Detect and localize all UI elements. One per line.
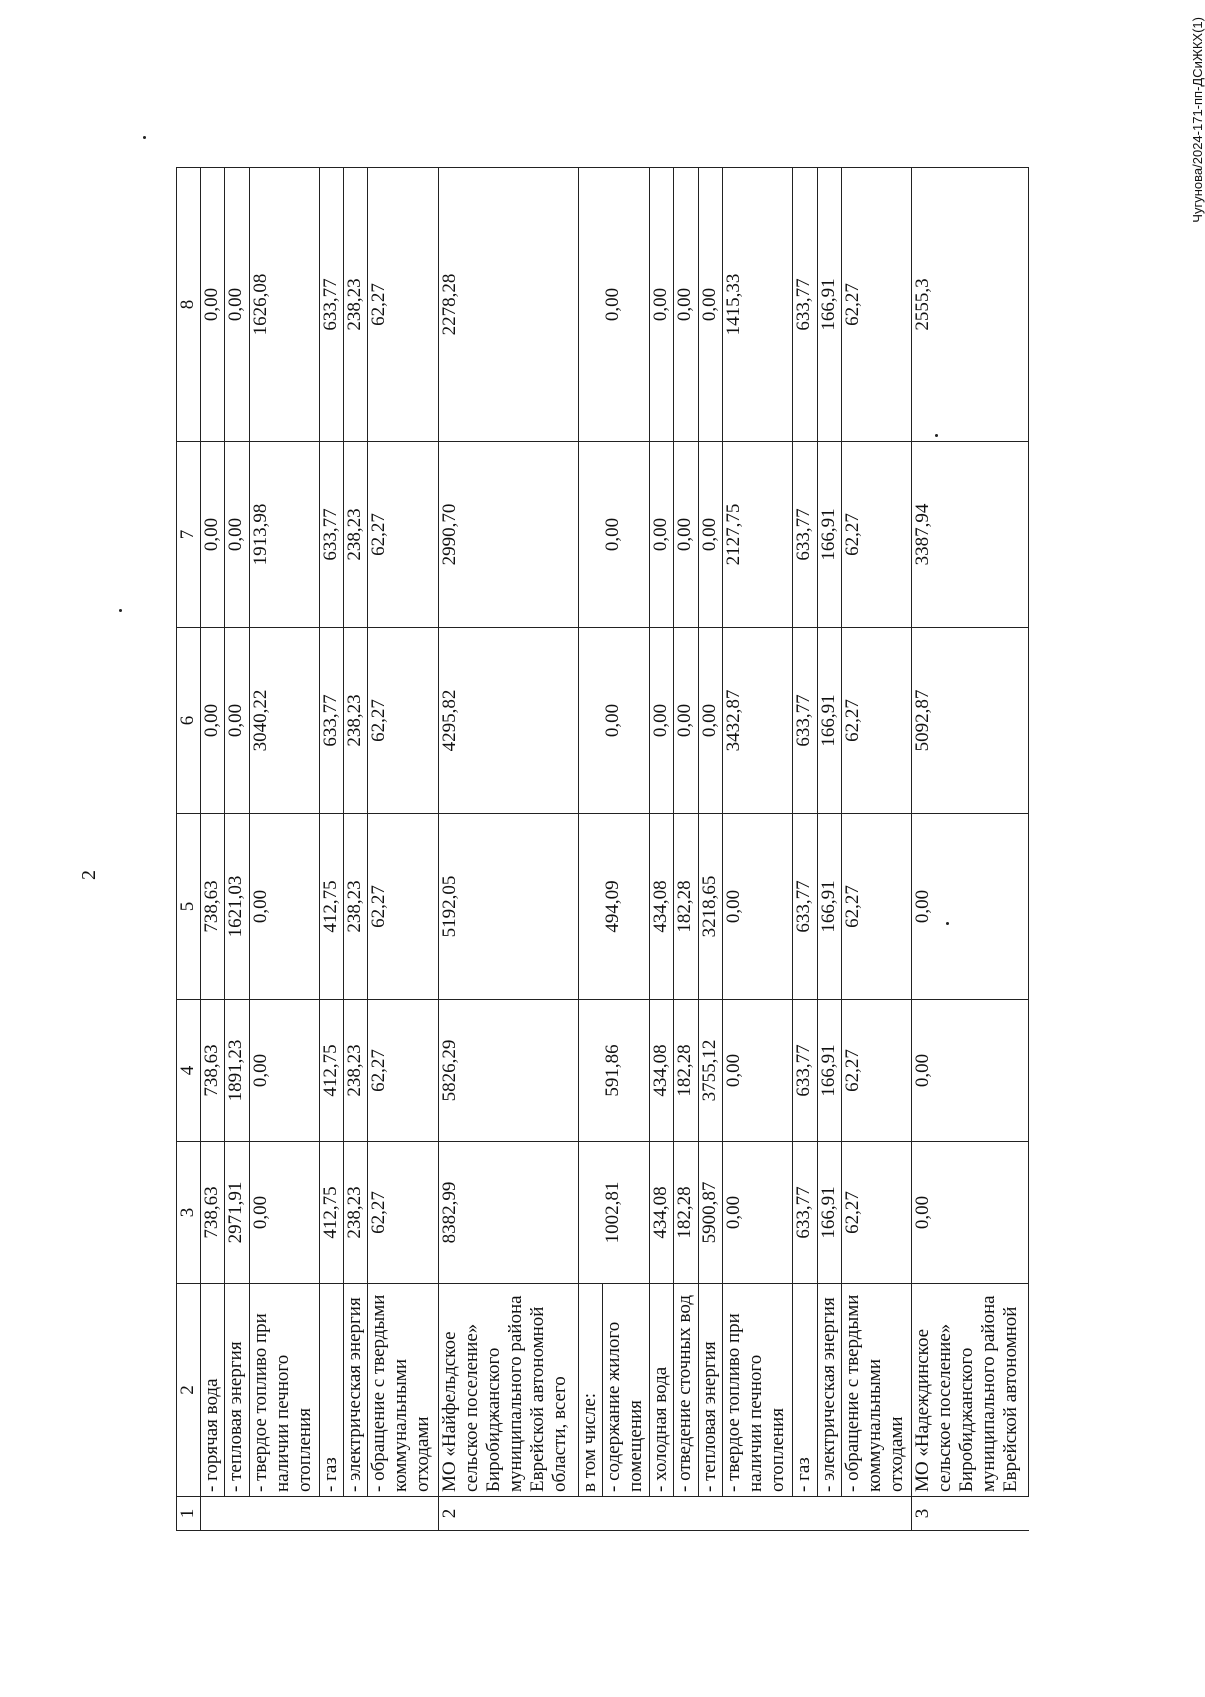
value-cell: 3755,12: [698, 1000, 722, 1142]
value-cell: 166,91: [817, 1000, 841, 1142]
value-cell: 0,00: [602, 628, 649, 814]
value-cell: 0,00: [912, 814, 1029, 1000]
value-cell: [578, 1142, 602, 1284]
table-body: [177, 168, 1029, 1531]
value-cell: 633,77: [793, 442, 817, 628]
value-cell: 166,91: [817, 442, 841, 628]
table-row: [650, 168, 674, 1531]
value-cell: 633,77: [793, 814, 817, 1000]
value-cell: 0,00: [722, 1000, 792, 1142]
value-cell: 5192,05: [438, 814, 578, 1000]
row-label: - отведение сточных вод: [674, 1284, 698, 1497]
row-label: - тепловая энергия: [698, 1284, 722, 1497]
value-cell: 738,63: [201, 1000, 225, 1142]
table-row: [674, 168, 698, 1531]
value-cell: 2990,70: [438, 442, 578, 628]
value-cell: 3387,94: [912, 442, 1029, 628]
value-cell: 633,77: [793, 628, 817, 814]
row-label: - тепловая энергия: [225, 1284, 249, 1497]
value-cell: 238,23: [344, 814, 368, 1000]
column-number: 8: [177, 168, 201, 442]
value-cell: [578, 168, 602, 442]
table-row: [912, 168, 1029, 1531]
column-number: 6: [177, 628, 201, 814]
row-number: [674, 1497, 698, 1531]
value-cell: 238,23: [344, 442, 368, 628]
value-cell: 0,00: [912, 1000, 1029, 1142]
value-cell: 1913,98: [249, 442, 319, 628]
table-row: [368, 168, 438, 1531]
value-cell: 0,00: [602, 442, 649, 628]
row-label: - твердое топливо при наличии печного отопления: [722, 1284, 792, 1497]
value-cell: 0,00: [602, 168, 649, 442]
value-cell: 0,00: [698, 168, 722, 442]
row-label: - горячая вода: [201, 1284, 225, 1497]
value-cell: 5826,29: [438, 1000, 578, 1142]
value-cell: 633,77: [793, 1000, 817, 1142]
value-cell: 2555,3: [912, 168, 1029, 442]
column-number: 5: [177, 814, 201, 1000]
value-cell: 412,75: [320, 1000, 344, 1142]
value-cell: 1415,33: [722, 168, 792, 442]
row-label: - твердое топливо при наличии печного отопления: [249, 1284, 319, 1497]
value-cell: 0,00: [201, 628, 225, 814]
value-cell: 0,00: [201, 168, 225, 442]
table-row: [793, 168, 817, 1531]
value-cell: 434,08: [650, 1142, 674, 1284]
document-code: Чугунова/2024-171-пп-ДСиЖКХ(1): [1190, 17, 1205, 223]
value-cell: 591,86: [602, 1000, 649, 1142]
value-cell: 0,00: [650, 168, 674, 442]
value-cell: 0,00: [249, 814, 319, 1000]
value-cell: 62,27: [841, 628, 911, 814]
column-number: 2: [177, 1284, 201, 1497]
value-cell: 8382,99: [438, 1142, 578, 1284]
column-number: 7: [177, 442, 201, 628]
value-cell: 0,00: [650, 442, 674, 628]
value-cell: 182,28: [674, 814, 698, 1000]
value-cell: 0,00: [225, 168, 249, 442]
value-cell: 238,23: [344, 168, 368, 442]
value-cell: 3218,65: [698, 814, 722, 1000]
table-row: [201, 168, 225, 1531]
value-cell: 2971,91: [225, 1142, 249, 1284]
table-row: [817, 168, 841, 1531]
value-cell: 0,00: [249, 1142, 319, 1284]
value-cell: 412,75: [320, 814, 344, 1000]
row-number: [698, 1497, 722, 1531]
value-cell: 62,27: [368, 814, 438, 1000]
page-number: 2: [78, 870, 100, 880]
value-cell: 1621,03: [225, 814, 249, 1000]
table-row: [320, 168, 344, 1531]
value-cell: 412,75: [320, 1142, 344, 1284]
row-number: 2: [438, 1497, 578, 1531]
value-cell: 166,91: [817, 1142, 841, 1284]
value-cell: 166,91: [817, 814, 841, 1000]
table-row: [344, 168, 368, 1531]
value-cell: 633,77: [320, 442, 344, 628]
value-cell: 1626,08: [249, 168, 319, 442]
value-cell: 738,63: [201, 1142, 225, 1284]
value-cell: 434,08: [650, 1000, 674, 1142]
value-cell: 633,77: [320, 628, 344, 814]
row-number: [320, 1497, 344, 1531]
row-number: 3: [912, 1497, 1029, 1531]
value-cell: 62,27: [368, 1142, 438, 1284]
value-cell: 62,27: [368, 628, 438, 814]
value-cell: 0,00: [249, 1000, 319, 1142]
value-cell: 738,63: [201, 814, 225, 1000]
value-cell: 2278,28: [438, 168, 578, 442]
row-label: МО «Надеждинское сельское поселение» Биробиджанского муниципального района Еврейской автономной: [912, 1284, 1029, 1497]
value-cell: 633,77: [793, 1142, 817, 1284]
value-cell: 0,00: [722, 1142, 792, 1284]
value-cell: 62,27: [841, 168, 911, 442]
value-cell: 5900,87: [698, 1142, 722, 1284]
value-cell: 62,27: [368, 442, 438, 628]
row-label: - холодная вода: [650, 1284, 674, 1497]
column-number: 1: [177, 1497, 201, 1531]
row-label: в том числе:: [578, 1284, 602, 1497]
table-row: [438, 168, 578, 1531]
scan-speck: [946, 922, 949, 925]
column-number: 3: [177, 1142, 201, 1284]
row-number: [793, 1497, 817, 1531]
value-cell: 0,00: [650, 628, 674, 814]
value-cell: 62,27: [841, 442, 911, 628]
value-cell: 0,00: [674, 168, 698, 442]
table-row: [841, 168, 911, 1531]
value-cell: 166,91: [817, 168, 841, 442]
scan-speck: [143, 136, 146, 139]
table-row: [722, 168, 792, 1531]
scan-speck: [119, 609, 122, 612]
value-cell: [578, 814, 602, 1000]
row-number: [841, 1497, 911, 1531]
value-cell: 3040,22: [249, 628, 319, 814]
value-cell: 182,28: [674, 1000, 698, 1142]
scan-speck: [935, 434, 938, 437]
table-row: [225, 168, 249, 1531]
row-label: - газ: [793, 1284, 817, 1497]
value-cell: 0,00: [912, 1142, 1029, 1284]
value-cell: 494,09: [602, 814, 649, 1000]
row-label: - обращение с твердыми коммунальными отходами: [368, 1284, 438, 1497]
row-number: [201, 1497, 225, 1531]
row-label: - электрическая энергия: [817, 1284, 841, 1497]
row-number: [817, 1497, 841, 1531]
row-number: [344, 1497, 368, 1531]
value-cell: [578, 628, 602, 814]
row-number: [722, 1497, 792, 1531]
row-number: [650, 1497, 674, 1531]
tariff-table: [176, 167, 1029, 1531]
value-cell: 62,27: [368, 1000, 438, 1142]
row-number: [578, 1497, 602, 1531]
value-cell: 1891,23: [225, 1000, 249, 1142]
row-label: - газ: [320, 1284, 344, 1497]
table-row: [249, 168, 319, 1531]
row-number: [368, 1497, 438, 1531]
value-cell: 434,08: [650, 814, 674, 1000]
row-number: [225, 1497, 249, 1531]
value-cell: 0,00: [698, 442, 722, 628]
row-label: - электрическая энергия: [344, 1284, 368, 1497]
value-cell: [578, 1000, 602, 1142]
column-number: 4: [177, 1000, 201, 1142]
value-cell: 3432,87: [722, 628, 792, 814]
value-cell: 62,27: [841, 814, 911, 1000]
value-cell: 4295,82: [438, 628, 578, 814]
value-cell: 62,27: [368, 168, 438, 442]
value-cell: 5092,87: [912, 628, 1029, 814]
table-row: [578, 168, 602, 1531]
value-cell: 1002,81: [602, 1142, 649, 1284]
value-cell: [578, 442, 602, 628]
value-cell: 62,27: [841, 1000, 911, 1142]
value-cell: 633,77: [320, 168, 344, 442]
value-cell: 0,00: [722, 814, 792, 1000]
table-row: [602, 168, 649, 1531]
value-cell: 2127,75: [722, 442, 792, 628]
value-cell: 238,23: [344, 1000, 368, 1142]
value-cell: 0,00: [674, 628, 698, 814]
value-cell: 166,91: [817, 628, 841, 814]
value-cell: 0,00: [674, 442, 698, 628]
value-cell: 238,23: [344, 628, 368, 814]
value-cell: 62,27: [841, 1142, 911, 1284]
row-label: МО «Найфельдское сельское поселение» Биробиджанского муниципального района Еврейской автономной области, всего: [438, 1284, 578, 1497]
row-number: [249, 1497, 319, 1531]
value-cell: 0,00: [201, 442, 225, 628]
table-row: [698, 168, 722, 1531]
column-number-row: [177, 168, 201, 1531]
row-label: - содержание жилого помещения: [602, 1284, 649, 1497]
value-cell: 633,77: [793, 168, 817, 442]
value-cell: 238,23: [344, 1142, 368, 1284]
value-cell: 0,00: [698, 628, 722, 814]
row-label: - обращение с твердыми коммунальными отходами: [841, 1284, 911, 1497]
value-cell: 0,00: [225, 442, 249, 628]
row-number: [602, 1497, 649, 1531]
value-cell: 182,28: [674, 1142, 698, 1284]
value-cell: 0,00: [225, 628, 249, 814]
